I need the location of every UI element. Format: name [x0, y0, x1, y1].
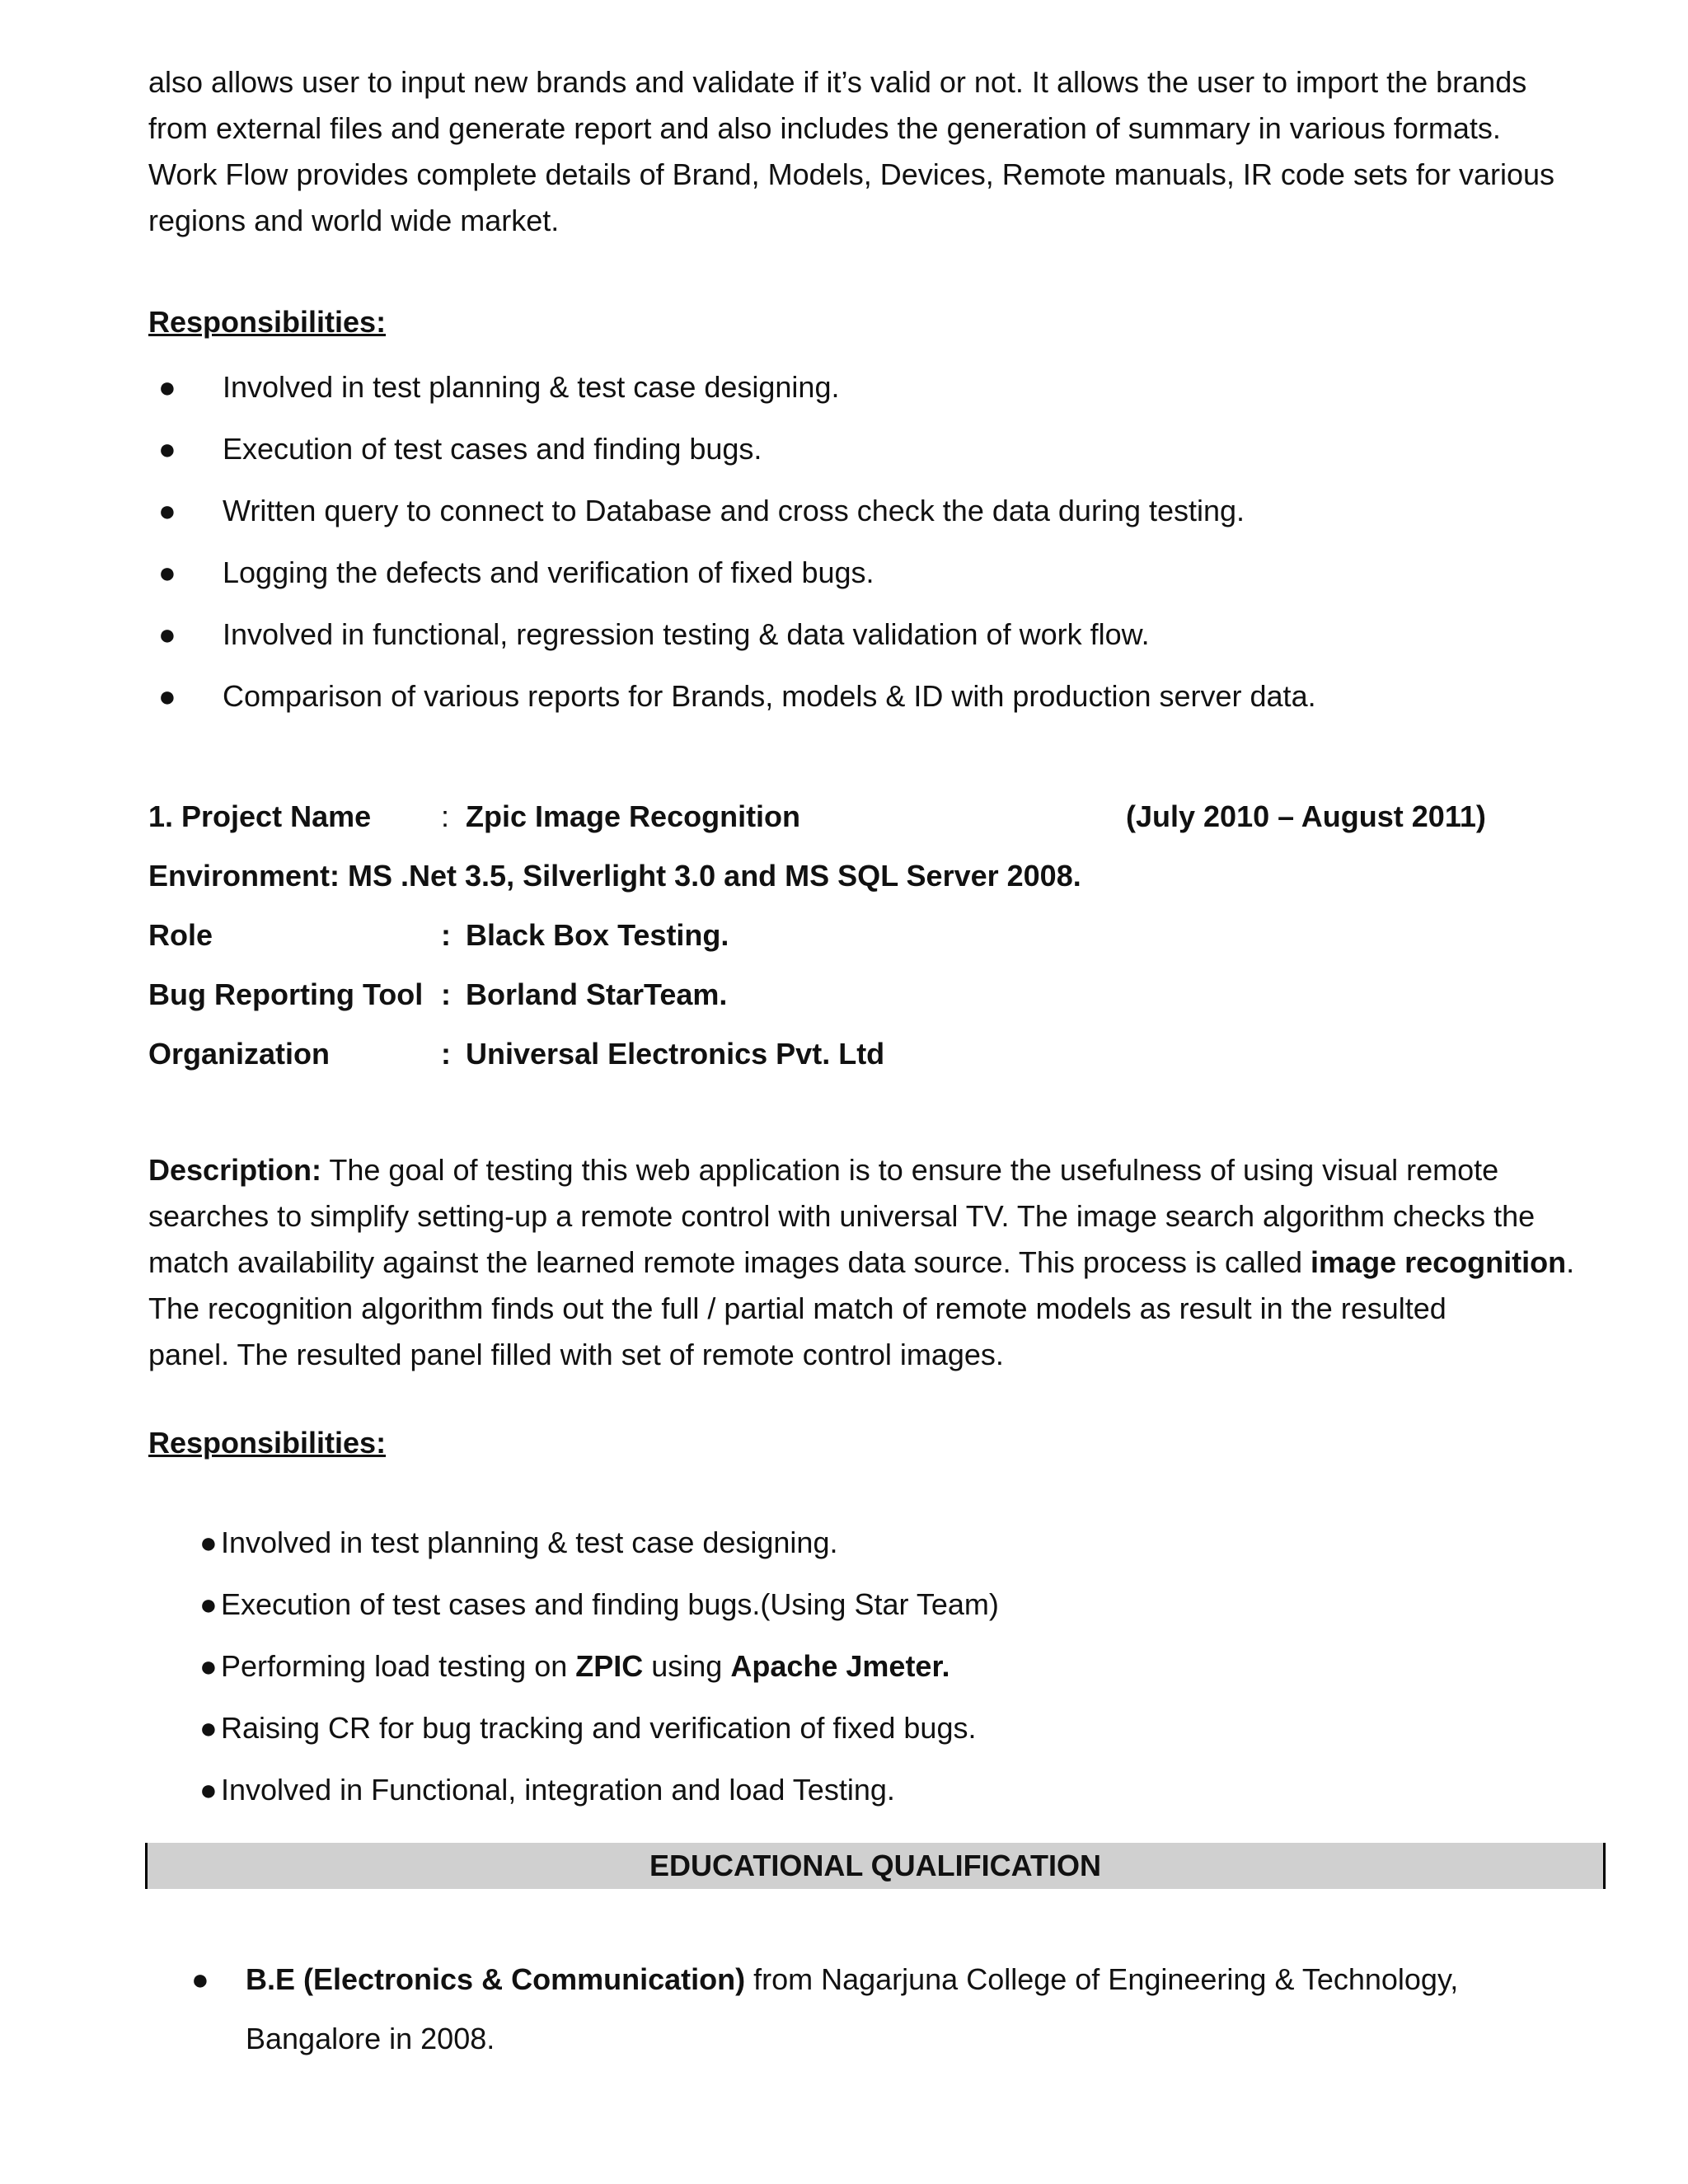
- education-heading-bar: EDUCATIONAL QUALIFICATION: [145, 1843, 1606, 1889]
- description-line: searches to simplify setting-up a remote control with universal TV. The image search algorithm checks the: [148, 1199, 1536, 1233]
- list-item: ● Logging the defects and verification of fixed bugs.: [148, 541, 1599, 603]
- intro-line: also allows user to input new brands and validate if it’s valid or not. It allows the user to import the brands: [148, 65, 1527, 99]
- education-item: [191, 1950, 1459, 2069]
- description-line: The recognition algorithm finds out the full / partial match of remote models as result in the resulted: [148, 1291, 1447, 1325]
- project-name-value: Zpic Image Recognition: [466, 799, 801, 833]
- bullet-icon: ●: [199, 1773, 218, 1807]
- highlight-text: image recognition: [1311, 1245, 1567, 1279]
- description-paragraph: [148, 1147, 1599, 1378]
- description-label: Description:: [148, 1153, 322, 1187]
- bullet-icon: ●: [158, 617, 176, 651]
- description-line: match availability against the learned remote images data source. This process is called image recognition.: [148, 1245, 1575, 1279]
- list-item: ● Involved in test planning & test case designing.: [148, 1511, 1599, 1573]
- education-line: Bangalore in 2008.: [246, 2022, 495, 2055]
- bullet-icon: ●: [199, 1526, 218, 1559]
- list-item: ● Comparison of various reports for Brands, models & ID with production server data.: [148, 665, 1599, 727]
- intro-line: from external files and generate report and also includes the generation of summary in various formats.: [148, 111, 1501, 145]
- separator: :: [441, 918, 451, 952]
- description-line: Description: The goal of testing this web application is to ensure the usefulness of using visual remote: [148, 1153, 1499, 1187]
- description-line: panel. The resulted panel filled with set of remote control images.: [148, 1338, 1004, 1371]
- responsibilities-heading: Responsibilities:: [148, 1426, 387, 1460]
- list-item: ● Involved in Functional, integration and load Testing.: [148, 1759, 1599, 1821]
- organization-row: [148, 1037, 884, 1071]
- list-item: ● Written query to connect to Database and cross check the data during testing.: [148, 480, 1599, 541]
- bullet-icon: ●: [158, 432, 176, 466]
- project-name-row: [148, 799, 800, 834]
- bullet-icon: ●: [158, 370, 176, 404]
- list-item: ● Execution of test cases and finding bugs.(Using Star Team): [148, 1573, 1599, 1635]
- list-item: ● Execution of test cases and finding bugs.: [148, 418, 1599, 480]
- bullet-icon: ●: [191, 1962, 209, 1996]
- list-item: ● Performing load testing on ZPIC using Apache Jmeter.: [148, 1635, 1599, 1697]
- responsibilities-list: [148, 356, 1599, 727]
- bug-tool-value: Borland StarTeam.: [466, 977, 728, 1011]
- environment-row: Environment: MS .Net 3.5, Silverlight 3.0 and MS SQL Server 2008.: [148, 859, 1081, 893]
- list-item: ● Involved in test planning & test case designing.: [148, 356, 1599, 418]
- responsibilities-list: [148, 1511, 1599, 1821]
- bug-tool-row: [148, 977, 727, 1012]
- organization-label: Organization: [148, 1037, 331, 1071]
- intro-line: regions and world wide market.: [148, 204, 560, 237]
- role-row: [148, 918, 729, 953]
- list-item: ● Raising CR for bug tracking and verification of fixed bugs.: [148, 1697, 1599, 1759]
- role-label: Role: [148, 918, 213, 952]
- role-value: Black Box Testing.: [466, 918, 729, 952]
- bullet-icon: ●: [199, 1649, 218, 1683]
- project-dates: (July 2010 – August 2011): [1126, 799, 1486, 833]
- intro-paragraph: [148, 59, 1599, 244]
- intro-line: Work Flow provides complete details of Brand, Models, Devices, Remote manuals, IR code sets for various: [148, 157, 1555, 191]
- degree-name: B.E (Electronics & Communication): [246, 1962, 746, 1996]
- organization-value: Universal Electronics Pvt. Ltd: [466, 1037, 885, 1071]
- separator: :: [441, 977, 451, 1011]
- project-name-label: 1. Project Name: [148, 799, 372, 833]
- bullet-icon: ●: [158, 555, 176, 589]
- separator: :: [441, 1037, 451, 1071]
- bullet-icon: ●: [199, 1587, 218, 1621]
- bullet-icon: ●: [158, 679, 176, 713]
- bullet-icon: ●: [158, 494, 176, 527]
- responsibilities-heading: Responsibilities:: [148, 305, 387, 339]
- education-line: B.E (Electronics & Communication) from Nagarjuna College of Engineering & Technology,: [246, 1962, 1459, 1996]
- separator: :: [441, 799, 450, 833]
- bug-tool-label: Bug Reporting Tool: [148, 977, 424, 1011]
- bullet-icon: ●: [199, 1711, 218, 1745]
- list-item: ● Involved in functional, regression testing & data validation of work flow.: [148, 603, 1599, 665]
